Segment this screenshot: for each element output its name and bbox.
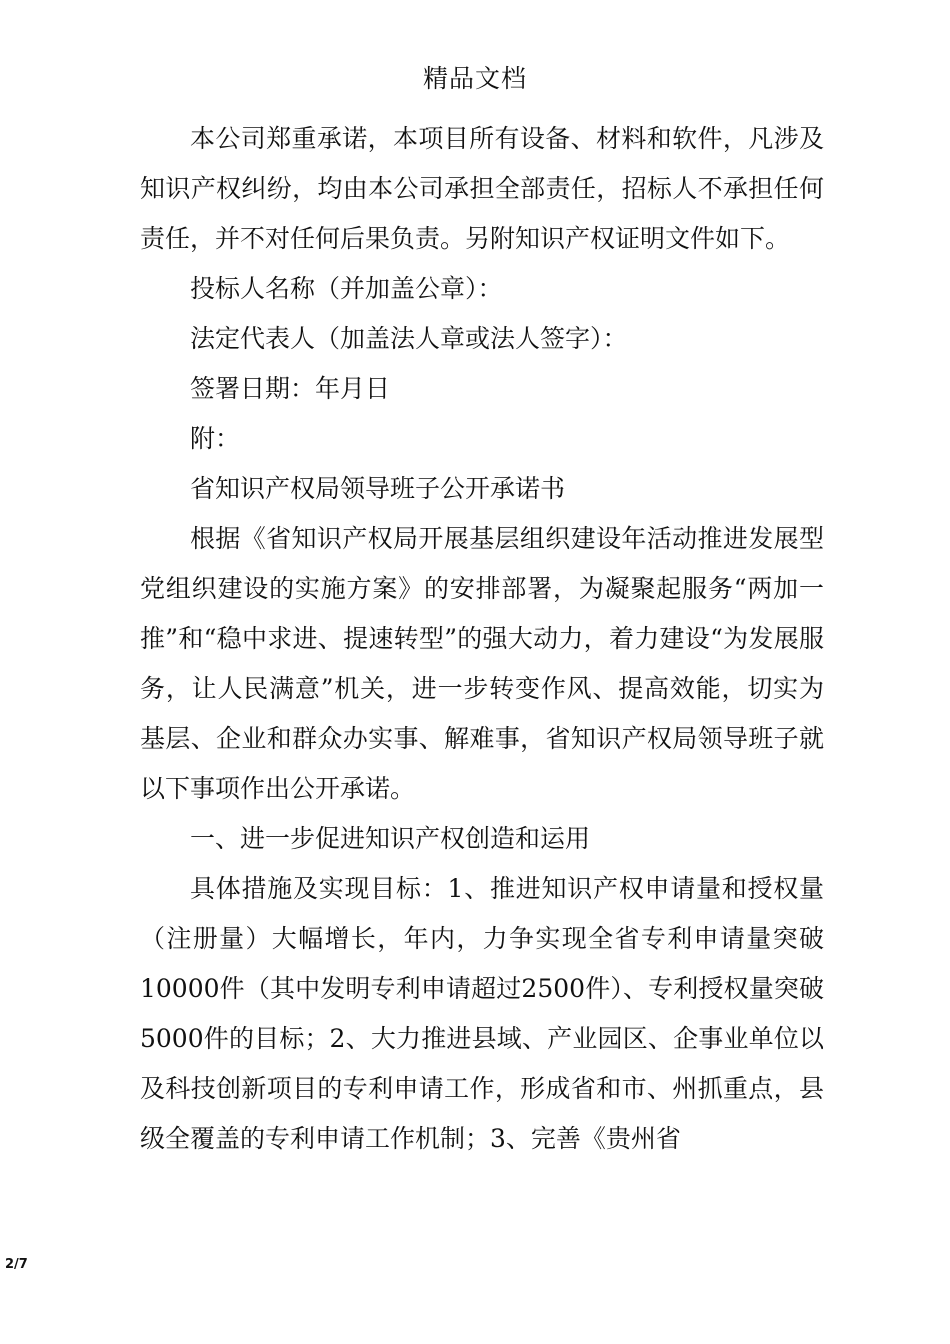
page-number: 2/7 (5, 1257, 28, 1272)
document-header: 精品文档 (422, 64, 527, 93)
bidder-name-line: 投标人名称（并加盖公章）： (190, 274, 503, 303)
signing-date-line: 签署日期：年月日 (190, 374, 391, 403)
attachment-title: 省知识产权局领导班子公开承诺书 (190, 474, 566, 503)
commitment-paragraph: 本公司郑重承诺，本项目所有设备、材料和软件，凡涉及知识产权纠纷，均由本公司承担全部责任，招标人不承担任何责任，并不对任何后果负责。另附知识产权证明文件如下。 (140, 124, 824, 253)
section-heading: 一、进一步促进知识产权创造和运用 (190, 824, 591, 853)
measures-paragraph: 具体措施及实现目标：1、推进知识产权申请量和授权量（注册量）大幅增长，年内，力争实现全省专利申请量突破10000件（其中发明专利申请超过2500件）、专利授权量突破5000件的目标；2、大力推进县域、产业园区、企事业单位以及科技创新项目的专利申请工作，形成省和市、州抓重点，县级全覆盖的专利申请工作机制；3、完善《贵州省 (140, 874, 824, 1153)
legal-representative-line: 法定代表人（加盖法人章或法人签字）： (190, 324, 628, 353)
document-body (140, 114, 824, 1164)
attachment-label: 附： (190, 424, 241, 453)
intro-paragraph: 根据《省知识产权局开展基层组织建设年活动推进发展型党组织建设的实施方案》的安排部署，为凝聚起服务“两加一推”和“稳中求进、提速转型”的强大动力，着力建设“为发展服务，让人民满意”机关，进一步转变作风、提高效能，切实为基层、企业和群众办实事、解难事，省知识产权局领导班子就以下事项作出公开承诺。 (140, 524, 824, 803)
